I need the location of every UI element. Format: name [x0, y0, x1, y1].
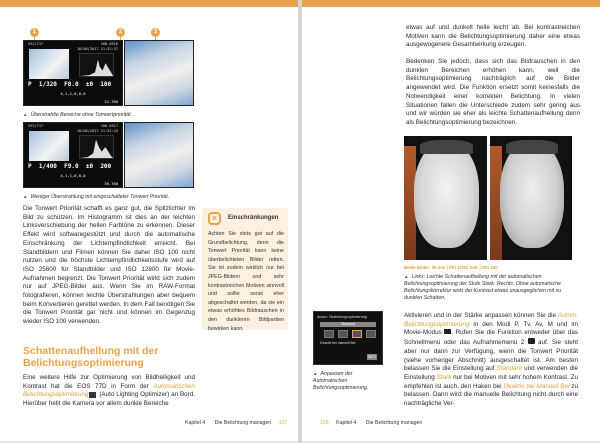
- footer-title: Die Belichtung managen: [214, 420, 272, 426]
- aperture: F9.0: [64, 163, 79, 170]
- exposure-comp: ±0: [85, 163, 94, 170]
- image-number: 532/717: [28, 42, 44, 46]
- stark-link: Stark: [436, 373, 452, 381]
- option-off: [324, 330, 334, 338]
- menu-options: [324, 330, 376, 338]
- iso: 100: [100, 81, 112, 88]
- camera-icon: [528, 338, 535, 344]
- histogram: [79, 53, 114, 77]
- caption-2: ▲ Weniger Überstrahlung mit eingeschalteter Tonwert Priorität.: [23, 194, 170, 200]
- shutter: 1/320: [38, 81, 57, 88]
- mode: P: [28, 81, 32, 88]
- camera-screen-2: [23, 122, 123, 188]
- picture-settings: 4,1,1,0,0,0: [60, 91, 86, 96]
- file-size: 30.780: [104, 181, 118, 186]
- folder-file: 100-6517: [100, 124, 118, 128]
- body-paragraph-2: Bedenken Sie jedoch, dass sich das Bildrauschen in den dunklen Bereichen erhöhen kann, weil die Belichtungsoptimierung nachträglich auf die Bilder angewendet wird. Die Funktion ersetzt somit keinesfalls die Notwendigkeit einer korrekten Belichtung. In vielen Situationen fallen die Unterschiede zudem sehr gering aus und wir würden sie eher als leichte Schattenaufhellung denn als Belichtungsoptimierung bezeichnen.: [406, 58, 580, 126]
- alo-icon: [89, 392, 96, 398]
- callout-marker-1: 1: [30, 28, 39, 37]
- alo-link: Automatischen Belichtungsoptimierung: [23, 382, 195, 399]
- mode: P: [28, 163, 32, 170]
- body-paragraph-1: Die Tonwert Priorität schafft es ganz gut, die Spitzlichter im Bild zu schützen. Im Histogramm ist dies an der leichten Linksverschiebung der hellen Farbtöne zu erkennen. Dieser Effekt wird softwaregestützt und durch die automatische Einschränkung der Lichtempfindlichkeit erreicht. Bei Standbildern und Filmen können Sie daher ISO 100 nicht nutzen und die höchste Lichtempfindlichkeitsstufe wird auf ISO 25600 für Standbilder und ISO 12800 für Movie-Aufnahmen begrenzt. Die Tonwert Priorität wirkt sich zudem nur auf JPEG-Bilder aus. Wenn Sie im RAW-Format fotografieren, können leichte Überstrahlungen aber bequem beim Konvertieren gerettet werden. In dem Fall benötigen Sie die Tonwert Priorität gar nicht und können im Gegenzug wieder ISO 100 verwenden.: [23, 205, 195, 326]
- menu-selected-option: Standard: [320, 322, 376, 327]
- standard-link: Standard: [496, 365, 523, 373]
- exposure-comp: ±0: [85, 81, 94, 88]
- picture-settings: 4,1,1,0,0,0: [60, 173, 86, 178]
- thumbnail: [29, 131, 69, 161]
- page-number: 108: [320, 420, 329, 426]
- top-accent-bar: [0, 0, 298, 7]
- face-photo-right: [490, 136, 573, 260]
- shutter: 1/400: [38, 163, 57, 170]
- footer-chapter: Kapitel 4: [185, 420, 206, 426]
- iso: 200: [100, 163, 112, 170]
- lock-label: Deaktiv bei manuell Bel: [320, 341, 356, 345]
- callout-marker-2: 2: [116, 28, 125, 37]
- info-box: [202, 208, 288, 330]
- image-number: 532/717: [28, 124, 44, 128]
- caption-1: ▲ Überstrahlte Bereiche ohne Tonwertpriorität.: [23, 112, 133, 118]
- info-button: INFO: [368, 355, 376, 359]
- page-number: 107: [278, 420, 288, 426]
- menu-caption: ▲ Anpassen der Automatischen Belichtungsoptimierung.: [313, 371, 369, 391]
- footer-title: Die Belichtung managen: [365, 420, 423, 426]
- datetime: 18/06/2017 11:52:43: [76, 129, 118, 133]
- photo-caption: ▲ Links: Leichte Schattenaufhellung mit der automatischen Belichtungsoptimierung der Stufe Stark. Rechts: Ohne automatische Belichtungskorrektur wirkt der Kontrast etwas unausgeglichen mit zu dunklen Schatten.: [404, 274, 562, 301]
- info-box-body: Achten Sie stets gut auf die Grundbelichtung, denn die Tonwert Priorität kann keine überbelichteten Bilder retten. Sie ist zudem wirklich nur bei JPEG-Bildern und sehr kontrastreichen Motiven sinnvoll und sollte sonst eher abgeschaltet werden, da sie ein etwas erhöhtes Bildrauschen in den dunkleren Bildpartien bewirken kann.: [208, 231, 284, 332]
- page-footer-left: [185, 420, 293, 426]
- face-photo-left: [404, 136, 487, 260]
- statue-photo-1: [124, 40, 194, 106]
- option-low: [338, 330, 348, 338]
- info-box-title: Einschränkungen: [228, 215, 279, 221]
- body-paragraph-2: Eine weitere Hilfe zur Optimierung von Bildhelligkeit und Kontrast hat die EOS 77D in Form der Automatischen Belichtungsoptimierung (Auto Lighting Optimizer) an Bord. Hierüber hellt die Kamera vor allem dunkle Bereiche: [23, 374, 195, 408]
- top-accent-bar: [302, 0, 600, 7]
- photo-exif: Beide Bilder: 35 mm | f/9 | 1/250 Sek. | ISO 100: [404, 265, 498, 270]
- option-high: [366, 330, 376, 338]
- alo-menu-link: Autom. Belichtungsoptimierung: [404, 312, 578, 328]
- datetime: 18/06/2017 11:52:37: [76, 47, 118, 51]
- body-paragraph-1: etwas auf und dunkelt helle leicht ab. Bei kontrastreichen Motiven kann die Belichtungsoptimierung daher eine etwas ausgewogenere Gesamtwirkung erzeugen.: [406, 24, 580, 49]
- file-size: 32.780: [104, 99, 118, 104]
- face-comparison-photos: [404, 136, 572, 260]
- option-standard: [352, 330, 362, 338]
- callout-marker-3: 3: [151, 28, 160, 37]
- camera-screen-1: [23, 40, 123, 106]
- aperture: F8.0: [64, 81, 79, 88]
- histogram: [79, 135, 114, 159]
- page-footer-right: [320, 420, 422, 426]
- deaktiv-link: Deaktiv bei Manuell Bel: [503, 382, 570, 390]
- statue-photo-2: [124, 122, 194, 188]
- folder-file: 100-6516: [100, 42, 118, 46]
- alo-menu-screen: [313, 311, 383, 365]
- section-heading: Schattenaufhellung mit der Belichtungsoptimierung: [23, 345, 159, 369]
- thumbnail: [29, 49, 69, 79]
- menu-title: Autom. Belichtungsoptimierung: [317, 315, 367, 319]
- restriction-icon: ×: [208, 212, 221, 225]
- left-page: [0, 0, 298, 441]
- footer-chapter: Kapitel 4: [336, 420, 357, 426]
- body-paragraph-3: Aktivieren und in der Stärke anpassen können Sie die Autom. Belichtungsoptimierung in den Modi P, Tv, Av, M und im Movie-Modus . Rufen Sie die Funktion entweder über das Schnellmenü oder das Aufnahmemenü 2 auf. Sie steht aber nur dann zur Verfügung, wenn die Tonwert Priorität (siehe vorheriger Abschnitt) ausgeschaltet ist. Am besten belassen Sie die Einstellung auf Standard und verwenden die Einstellung Stark nur bei Motiven mit sehr hohem Kontrast. Zu empfehlen ist auch, den Haken bei Deaktiv bei Manuell Bel zu belassen. Dann wird die manuelle Belichtung nicht durch eine nachträgliche Ver-: [404, 312, 578, 408]
